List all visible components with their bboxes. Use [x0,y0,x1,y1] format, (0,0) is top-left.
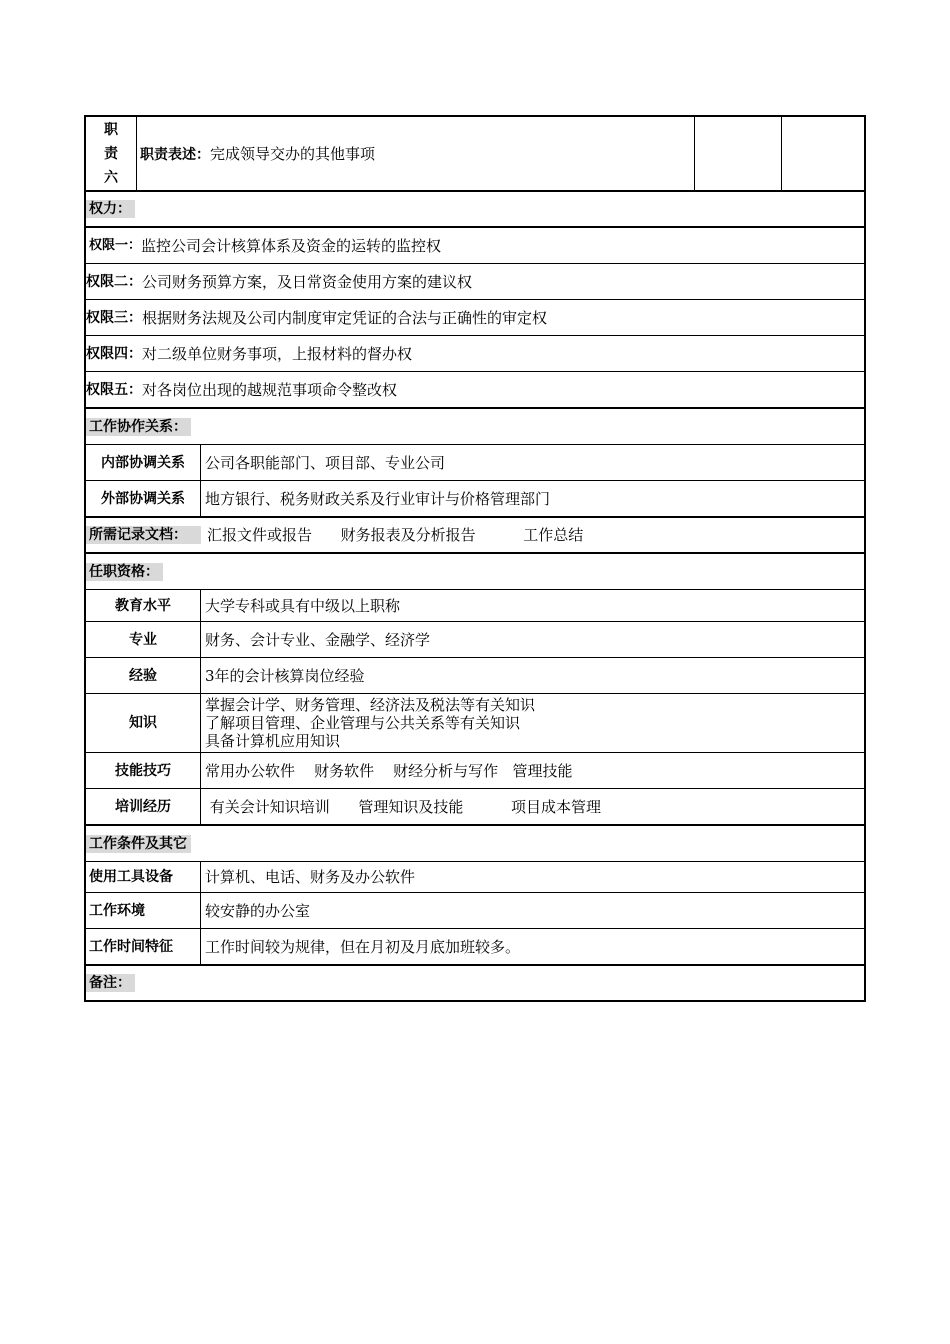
cooperation-header: 工作协作关系： [86,418,191,436]
internal-coordination-value: 公司各职能部门、项目部、专业公司 [205,453,446,472]
knowledge-line: 掌握会计学、财务管理、经济法及税法等有关知识 [205,696,536,714]
external-coordination-value: 地方银行、税务财政关系及行业审计与价格管理部门 [205,489,551,508]
authority-row [86,336,864,372]
authority-row [86,300,864,336]
tools-row [86,862,864,893]
environment-label: 工作环境 [86,893,201,928]
experience-label: 经验 [86,658,201,693]
authority-row [86,372,864,409]
qualification-header-row [86,554,864,590]
training-value: 有关会计知识培训 管理知识及技能 项目成本管理 [205,797,602,816]
internal-coordination-row [86,445,864,481]
remarks-header: 备注： [86,974,135,992]
duty-label-char: 六 [104,169,118,186]
knowledge-line: 具备计算机应用知识 [205,732,341,750]
conditions-header-row [86,826,864,862]
authority-label: 权限四： [86,345,142,362]
major-value: 财务、会计专业、金融学、经济学 [205,630,431,649]
duty-six-label [86,117,137,190]
duty-desc-text: 完成领导交办的其他事项 [210,145,376,163]
skills-row [86,753,864,789]
tools-value: 计算机、电话、财务及办公软件 [205,868,416,886]
training-label: 培训经历 [86,789,201,824]
authority-text: 对二级单位财务事项，上报材料的督办权 [142,344,413,363]
authority-row [86,228,864,264]
duty-blank-cell [695,117,782,190]
authority-label: 权限二： [86,273,142,290]
authority-text: 监控公司会计核算体系及资金的运转的监控权 [141,236,442,255]
education-row [86,590,864,622]
work-time-value: 工作时间较为规律，但在月初及月底加班较多。 [205,937,521,956]
education-label: 教育水平 [86,590,201,621]
records-value: 汇报文件或报告 财务报表及分析报告 工作总结 [207,526,584,544]
conditions-header: 工作条件及其它 [86,835,191,853]
environment-row [86,893,864,929]
records-row [86,518,864,554]
work-time-row [86,929,864,966]
knowledge-value [201,696,864,750]
external-coordination-row [86,481,864,518]
duty-label-char: 职 [104,121,118,138]
job-description-table [84,115,866,1002]
cooperation-header-row [86,409,864,445]
knowledge-row [86,694,864,753]
environment-value: 较安静的办公室 [205,901,311,920]
duty-description [137,117,695,190]
education-value: 大学专科或具有中级以上职称 [205,596,401,615]
external-coordination-label: 外部协调关系 [86,481,201,516]
training-row [86,789,864,826]
skills-value: 常用办公软件 财务软件 财经分析与写作 管理技能 [205,761,573,780]
qualification-header: 任职资格： [86,563,163,581]
authority-row [86,264,864,300]
authority-label: 权限一： [89,237,142,253]
authority-text: 对各岗位出现的越规范事项命令整改权 [142,380,398,399]
authority-header: 权力： [86,200,135,218]
work-time-label: 工作时间特征 [86,929,201,964]
knowledge-line: 了解项目管理、企业管理与公共关系等有关知识 [205,714,521,732]
experience-value: 3年的会计核算岗位经验 [205,666,365,685]
major-row [86,622,864,658]
duty-six-row [86,117,864,192]
skills-label: 技能技巧 [86,753,201,788]
authority-text: 公司财务预算方案，及日常资金使用方案的建议权 [142,272,473,291]
duty-blank-cell [782,117,864,190]
records-label: 所需记录文档： [86,526,201,544]
duty-desc-label: 职责表述： [140,146,210,163]
major-label: 专业 [86,622,201,657]
authority-label: 权限五： [86,381,142,398]
authority-label: 权限三： [86,309,142,326]
authority-header-row [86,192,864,228]
tools-label: 使用工具设备 [86,862,201,892]
duty-label-char: 责 [104,145,118,162]
authority-text: 根据财务法规及公司内制度审定凭证的合法与正确性的审定权 [142,308,548,327]
remarks-row [86,966,864,1000]
internal-coordination-label: 内部协调关系 [86,445,201,480]
knowledge-label: 知识 [86,694,201,752]
experience-row [86,658,864,694]
